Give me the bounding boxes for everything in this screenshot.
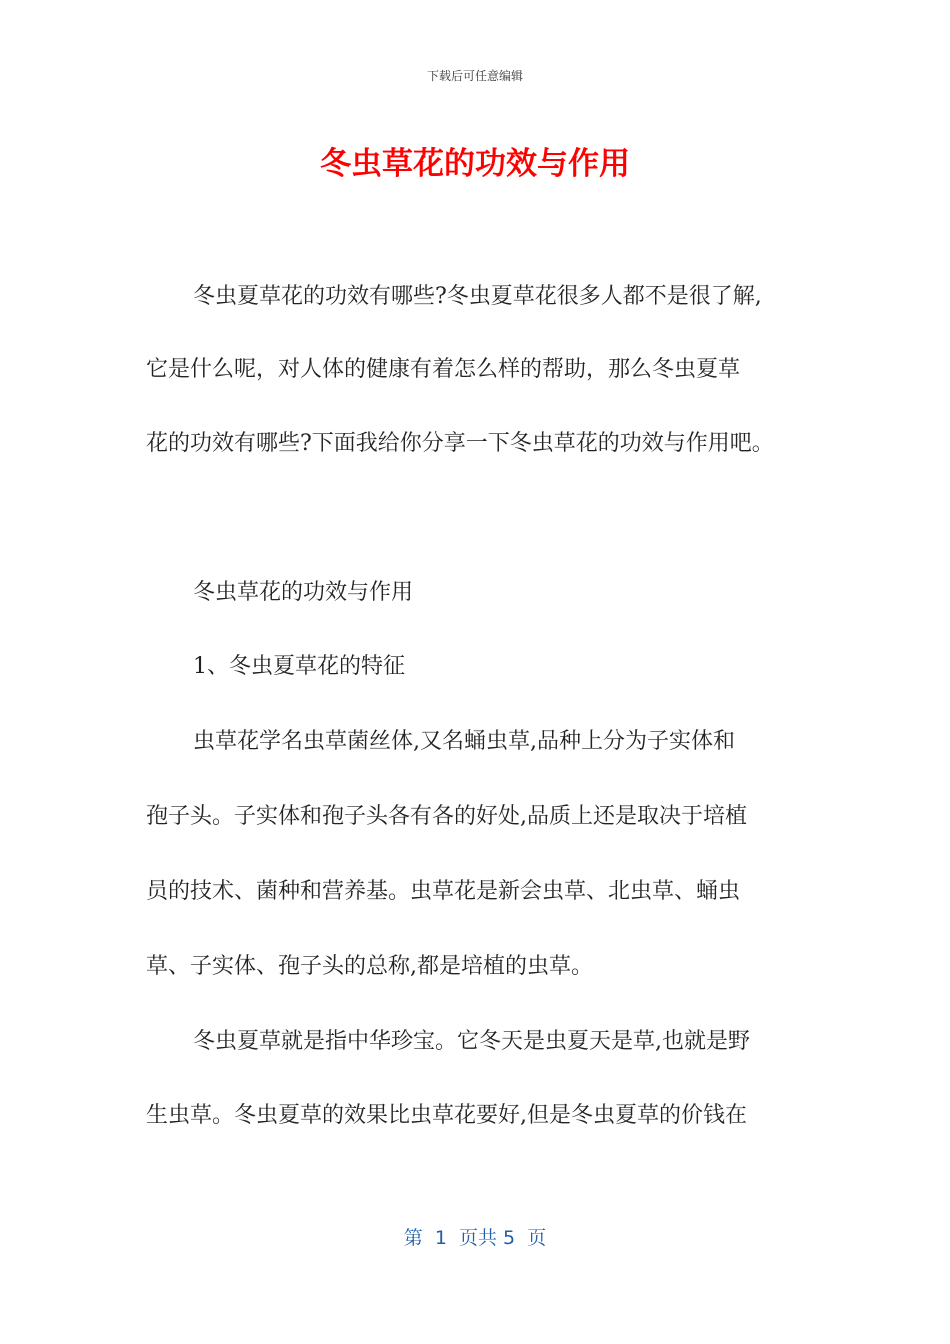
page-number-footer: 第 1 页共 5 页 [403, 1227, 547, 1249]
paragraph-line: 花的功效有哪些?下面我给你分享一下冬虫草花的功效与作用吧。 [146, 431, 774, 456]
paragraph-line: 它是什么呢，对人体的健康有着怎么样的帮助，那么冬虫夏草 [146, 357, 741, 382]
document-title: 冬虫草花的功效与作用 [320, 146, 630, 182]
paragraph-line: 生虫草。冬虫夏草的效果比虫草花要好,但是冬虫夏草的价钱在 [146, 1103, 747, 1128]
paragraph-line: 冬虫夏草花的功效有哪些?冬虫夏草花很多人都不是很了解, [193, 284, 762, 309]
paragraph-line: 虫草花学名虫草菌丝体,又名蛹虫草,品种上分为子实体和 [193, 729, 735, 754]
header-note: 下载后可任意编辑 [426, 69, 523, 83]
section-heading: 冬虫草花的功效与作用 [193, 580, 414, 605]
paragraph-line: 冬虫夏草就是指中华珍宝。它冬天是虫夏天是草,也就是野 [193, 1029, 750, 1054]
paragraph-line: 草、子实体、孢子头的总称,都是培植的虫草。 [146, 954, 593, 979]
paragraph-line: 员的技术、菌种和营养基。虫草花是新会虫草、北虫草、蛹虫 [146, 879, 741, 904]
paragraph-line: 孢子头。子实体和孢子头各有各的好处,品质上还是取决于培植 [146, 804, 747, 829]
subsection-heading: 1、冬虫夏草花的特征 [193, 654, 405, 679]
